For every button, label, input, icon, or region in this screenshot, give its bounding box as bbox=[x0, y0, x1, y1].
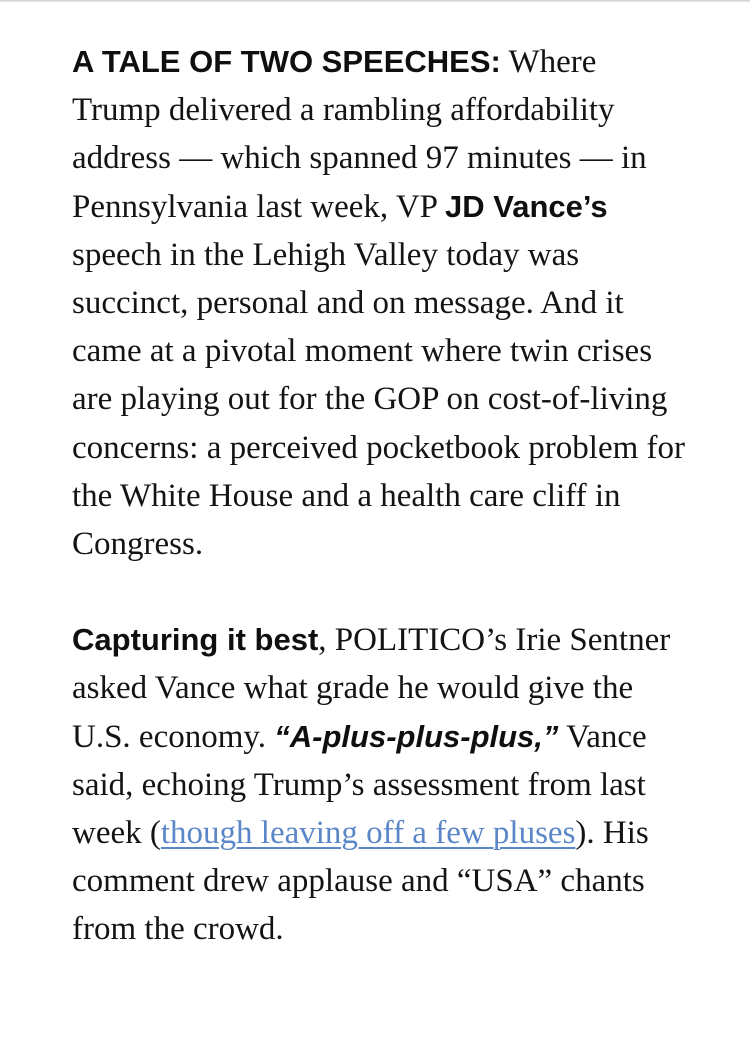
section-lead-heading: A TALE OF TWO SPEECHES: bbox=[72, 44, 501, 79]
pluses-link[interactable]: though leaving off a few pluses bbox=[160, 815, 576, 852]
newsletter-article bbox=[72, 38, 692, 954]
section-lead-heading: Capturing it best bbox=[72, 622, 319, 658]
paragraph-tale-of-two-speeches bbox=[72, 38, 692, 568]
paragraph-text: speech in the Lehigh Valley today was succinct, personal and on message. And it came at a pivotal moment where twin crises are playing out for the GOP on cost-of-living concerns: a perceived pocketbook problem for the White House and a health care cliff in Congress. bbox=[72, 236, 685, 563]
top-divider bbox=[0, 0, 750, 2]
paragraph-text: Vance said, echoing Trump’s assessment from last week ( bbox=[72, 718, 647, 852]
person-name-bold: JD Vance’s bbox=[445, 188, 608, 224]
paragraph-text: ). His comment drew applause and “USA” chants from the crowd. bbox=[72, 815, 649, 948]
paragraph-text: Where Trump delivered a rambling affordability address — which spanned 97 minutes — in Pennsylvania last week, VP bbox=[72, 44, 647, 225]
paragraph-text: , POLITICO’s Irie Sentner asked Vance what grade he would give the U.S. economy. bbox=[72, 622, 671, 755]
paragraph-capturing-it-best bbox=[72, 616, 692, 953]
vance-quote: “A-plus-plus-plus,” bbox=[274, 718, 559, 754]
